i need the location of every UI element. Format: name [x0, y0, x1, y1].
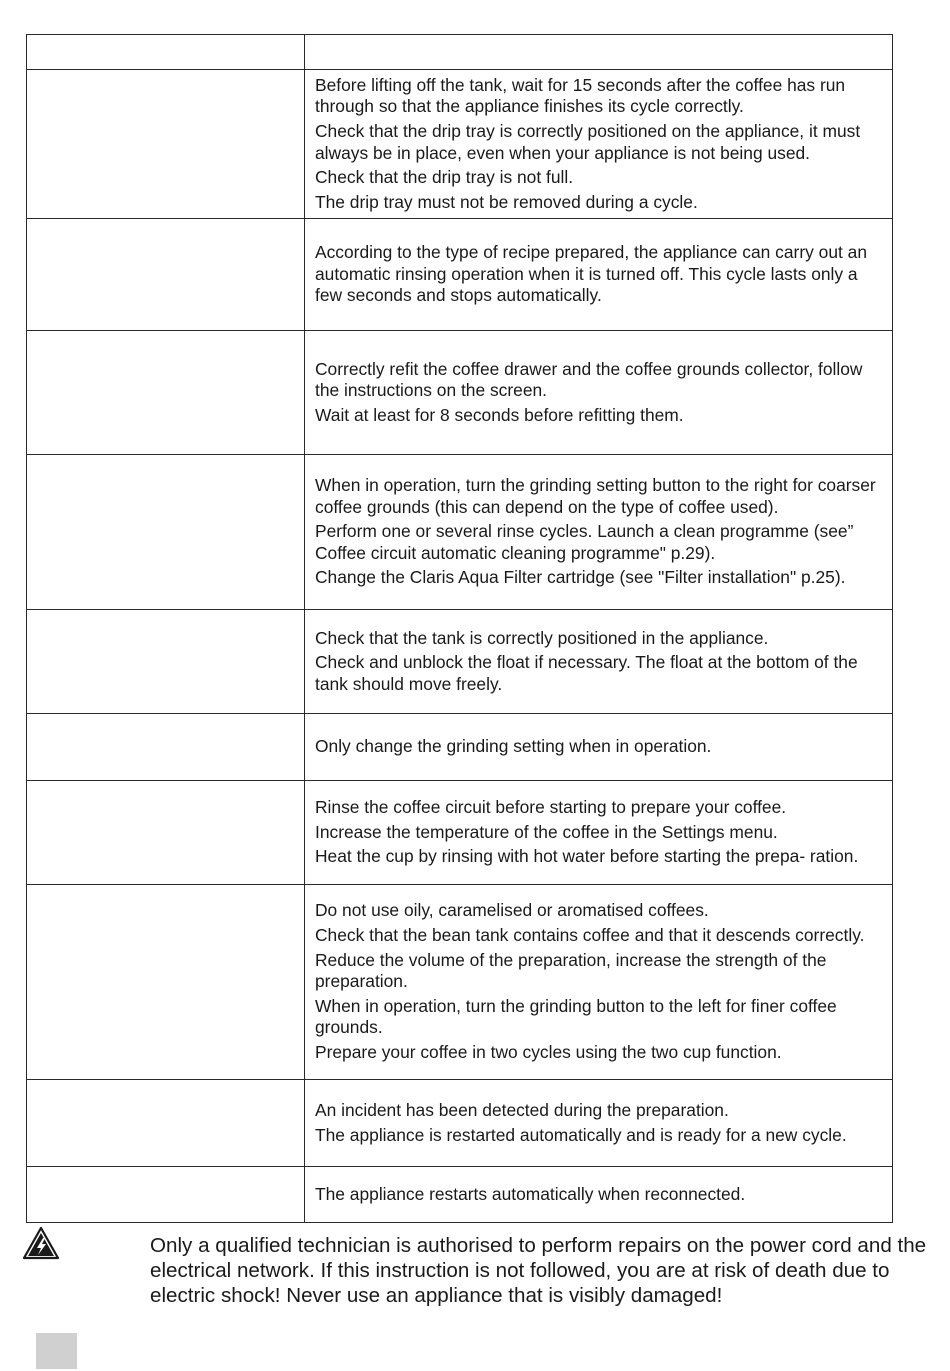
- solution-text: The drip tray must not be removed during a cycle.: [315, 191, 698, 212]
- solution-text: Check that the bean tank contains coffee and that it descends correctly.: [315, 925, 865, 946]
- table-row: [27, 35, 893, 70]
- solution-text: Heat the cup by rinsing with hot water before starting the prepa- ration.: [315, 846, 859, 867]
- table-row: [27, 610, 893, 714]
- solution-text: According to the type of recipe prepared, the appliance can carry out an automatic rinsing operation when it is turned off. This cycle lasts only a few seconds and stops automatically.: [315, 242, 868, 306]
- solution-text: Wait at least for 8 seconds before refitting them.: [315, 404, 684, 425]
- problem-cell: [27, 714, 305, 781]
- solution-text: When in operation, turn the grinding button to the left for finer coffee grounds.: [315, 995, 837, 1038]
- solution-text: Check and unblock the float if necessary. The float at the bottom of the tank should move freely.: [315, 652, 858, 694]
- solution-text: Reduce the volume of the preparation, increase the strength of the preparation.: [315, 949, 827, 992]
- solution-cell: [305, 70, 893, 219]
- problem-cell: [27, 1080, 305, 1167]
- electrical-safety-warning: Only a qualified technician is authorised to perform repairs on the power cord and the electrical network. If this instruction is not followed, you are at risk of death due to electric shock! Never use an appliance that is visibly damaged!: [150, 1234, 927, 1307]
- problem-cell: [27, 610, 305, 714]
- solution-text: Check that the drip tray is not full.: [315, 167, 574, 188]
- solution-cell: [305, 1167, 893, 1223]
- solution-text: Correctly refit the coffee drawer and the coffee grounds collector, follow the instructions on the screen.: [315, 358, 863, 401]
- solution-cell: [305, 219, 893, 331]
- solution-text: Check that the drip tray is correctly positioned on the appliance, it must always be in place, even when your appliance is not being used.: [315, 120, 861, 163]
- table-row: [27, 70, 893, 219]
- table-row: [27, 455, 893, 610]
- problem-cell: [27, 219, 305, 331]
- table-row: [27, 219, 893, 331]
- electric-hazard-warning-icon: [22, 1226, 60, 1260]
- solution-cell: [305, 455, 893, 610]
- problem-cell: [27, 781, 305, 885]
- problem-cell: [27, 1167, 305, 1223]
- solution-text: Increase the temperature of the coffee in the Settings menu.: [315, 821, 778, 842]
- solution-text: Change the Claris Aqua Filter cartridge (see "Filter installation" p.25).: [315, 567, 846, 588]
- table-row: [27, 1167, 893, 1223]
- solution-cell: [305, 714, 893, 781]
- troubleshooting-table: [26, 34, 893, 1223]
- problem-cell: [27, 885, 305, 1080]
- problem-cell: [27, 35, 305, 70]
- problem-cell: [27, 70, 305, 219]
- table-row: [27, 885, 893, 1080]
- solution-cell: [305, 610, 893, 714]
- problem-cell: [27, 331, 305, 455]
- table-row: [27, 714, 893, 781]
- solution-cell: [305, 331, 893, 455]
- solution-cell: [305, 781, 893, 885]
- solution-text: The appliance restarts automatically when reconnected.: [315, 1183, 746, 1204]
- page-number-box: [36, 1333, 77, 1369]
- solution-text: Check that the tank is correctly positioned in the appliance.: [315, 627, 769, 648]
- solution-text: The appliance is restarted automatically and is ready for a new cycle.: [315, 1124, 847, 1145]
- solution-text: Only change the grinding setting when in operation.: [315, 736, 712, 757]
- solution-text: Perform one or several rinse cycles. Launch a clean programme (see” Coffee circuit automatic cleaning programme" p.29).: [315, 521, 854, 563]
- solution-text: Rinse the coffee circuit before starting to prepare your coffee.: [315, 797, 787, 818]
- solution-text: Prepare your coffee in two cycles using the two cup function.: [315, 1041, 782, 1062]
- table-row: [27, 1080, 893, 1167]
- solution-cell: [305, 35, 893, 70]
- table-row: [27, 331, 893, 455]
- table-row: [27, 781, 893, 885]
- troubleshooting-table-body: [27, 35, 893, 1223]
- problem-cell: [27, 455, 305, 610]
- solution-text: Before lifting off the tank, wait for 15 seconds after the coffee has run through so that the appliance finishes its cycle correctly.: [315, 74, 846, 117]
- solution-text: An incident has been detected during the preparation.: [315, 1099, 729, 1120]
- solution-text: Do not use oily, caramelised or aromatised coffees.: [315, 900, 709, 921]
- solution-cell: [305, 1080, 893, 1167]
- solution-text: When in operation, turn the grinding setting button to the right for coarser coffee grounds (this can depend on the type of coffee used).: [315, 475, 876, 517]
- solution-cell: [305, 885, 893, 1080]
